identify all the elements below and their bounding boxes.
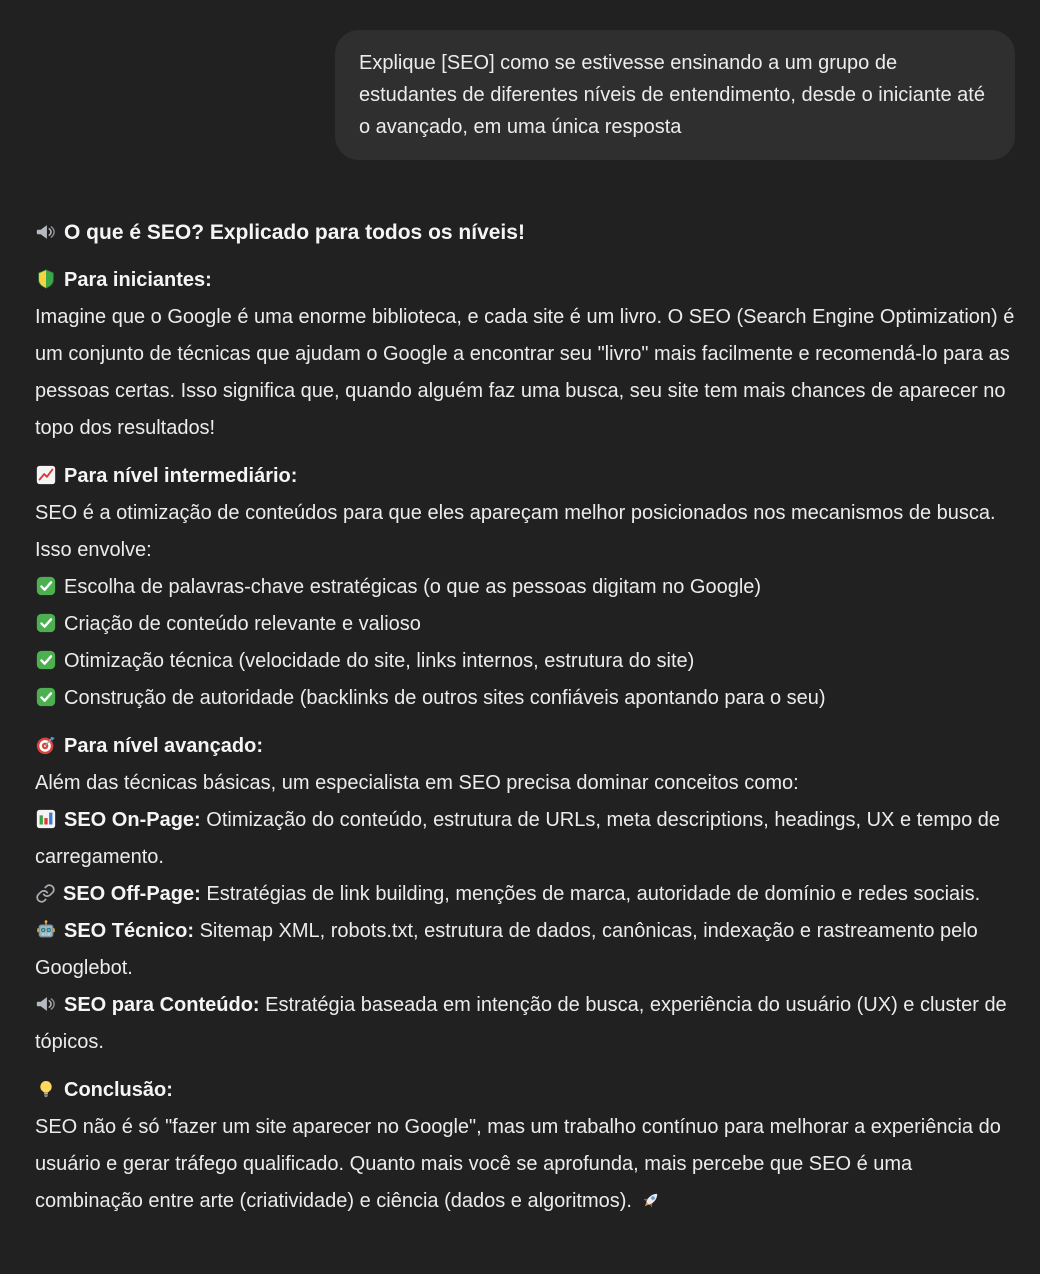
- conclusion-paragraph: [35, 1109, 1015, 1220]
- advanced-item-text: Sitemap XML, robots.txt, estrutura de dados, canônicas, indexação e rastreamento pelo Googlebot.: [35, 920, 978, 979]
- link-icon: [35, 883, 56, 904]
- conclusion-heading: [35, 1072, 1015, 1109]
- user-message-row: [35, 30, 1015, 160]
- check-mark-icon: [35, 612, 57, 634]
- rocket-icon: [640, 1189, 662, 1211]
- advanced-item-label: SEO On-Page:: [64, 809, 201, 831]
- checklist-item: [35, 569, 1015, 606]
- user-message-text: Explique [SEO] como se estivesse ensinando a um grupo de estudantes de diferentes níveis de entendimento, desde o iniciante até o avançado, em uma única resposta: [359, 52, 985, 138]
- bar-chart-icon: [35, 808, 57, 830]
- advanced-item-text: Estratégias de link building, menções de marca, autoridade de domínio e redes sociais.: [206, 883, 981, 905]
- advanced-intro: Além das técnicas básicas, um especialista em SEO precisa dominar conceitos como:: [35, 772, 799, 794]
- check-mark-icon: [35, 686, 57, 708]
- answer-title: [35, 214, 1015, 251]
- checklist-item-text: Criação de conteúdo relevante e valioso: [64, 613, 421, 635]
- advanced-item-label: SEO Técnico:: [64, 920, 195, 942]
- checklist-item-text: Construção de autoridade (backlinks de outros sites confiáveis apontando para o seu): [64, 687, 826, 709]
- robot-icon: [35, 919, 57, 941]
- target-icon: [35, 734, 57, 756]
- beginner-icon: [35, 268, 57, 290]
- intermediate-heading: [35, 458, 1015, 495]
- checklist-item: [35, 643, 1015, 680]
- loudspeaker-icon: [35, 221, 57, 243]
- advanced-item-text: Otimização do conteúdo, estrutura de URLs, meta descriptions, headings, UX e tempo de carregamento.: [35, 809, 1001, 868]
- beginner-paragraph: Imagine que o Google é uma enorme biblioteca, e cada site é um livro. O SEO (Search Engine Optimization) é um conjunto de técnicas que ajudam o Google a encontrar seu "livro" mais facilmente e recomendá-lo para as pessoas certas. Isso significa que, quando alguém faz uma busca, seu site tem mais chances de aparecer no topo dos resultados!: [35, 306, 1015, 439]
- conclusion-text: SEO não é só "fazer um site aparecer no Google", mas um trabalho contínuo para melhorar a experiência do usuário e gerar tráfego qualificado. Quanto mais você se aprofunda, mais percebe que SEO é uma combinação entre arte (criatividade) e ciência (dados e algoritmos).: [35, 1116, 1001, 1212]
- advanced-item: [35, 987, 1015, 1061]
- checklist-item-text: Escolha de palavras-chave estratégicas (o que as pessoas digitam no Google): [64, 576, 762, 598]
- checklist-item: [35, 680, 1015, 717]
- chart-increasing-icon: [35, 464, 57, 486]
- light-bulb-icon: [35, 1078, 57, 1100]
- checklist-item-text: Otimização técnica (velocidade do site, links internos, estrutura do site): [64, 650, 695, 672]
- advanced-heading: [35, 728, 1015, 765]
- advanced-item-label: SEO para Conteúdo:: [64, 994, 260, 1016]
- conclusion-heading-text: Conclusão:: [64, 1079, 173, 1101]
- intermediate-heading-text: Para nível intermediário:: [64, 465, 298, 487]
- advanced-item: [35, 802, 1015, 876]
- advanced-item-label: SEO Off-Page:: [63, 883, 201, 905]
- beginner-heading: [35, 262, 1015, 299]
- beginner-heading-text: Para iniciantes:: [64, 269, 212, 291]
- answer-title-text: O que é SEO? Explicado para todos os níveis!: [64, 221, 525, 244]
- advanced-item: [35, 913, 1015, 987]
- check-mark-icon: [35, 575, 57, 597]
- advanced-item: [35, 876, 1015, 913]
- check-mark-icon: [35, 649, 57, 671]
- intermediate-paragraph: SEO é a otimização de conteúdos para que eles apareçam melhor posicionados nos mecanismos de busca. Isso envolve:: [35, 502, 996, 561]
- advanced-heading-text: Para nível avançado:: [64, 735, 263, 757]
- user-message-bubble: [335, 30, 1015, 160]
- assistant-message: [35, 214, 1015, 1220]
- advanced-item-text: Estratégia baseada em intenção de busca, experiência do usuário (UX) e cluster de tópicos.: [35, 994, 1007, 1053]
- checklist-item: [35, 606, 1015, 643]
- loudspeaker-icon: [35, 993, 57, 1015]
